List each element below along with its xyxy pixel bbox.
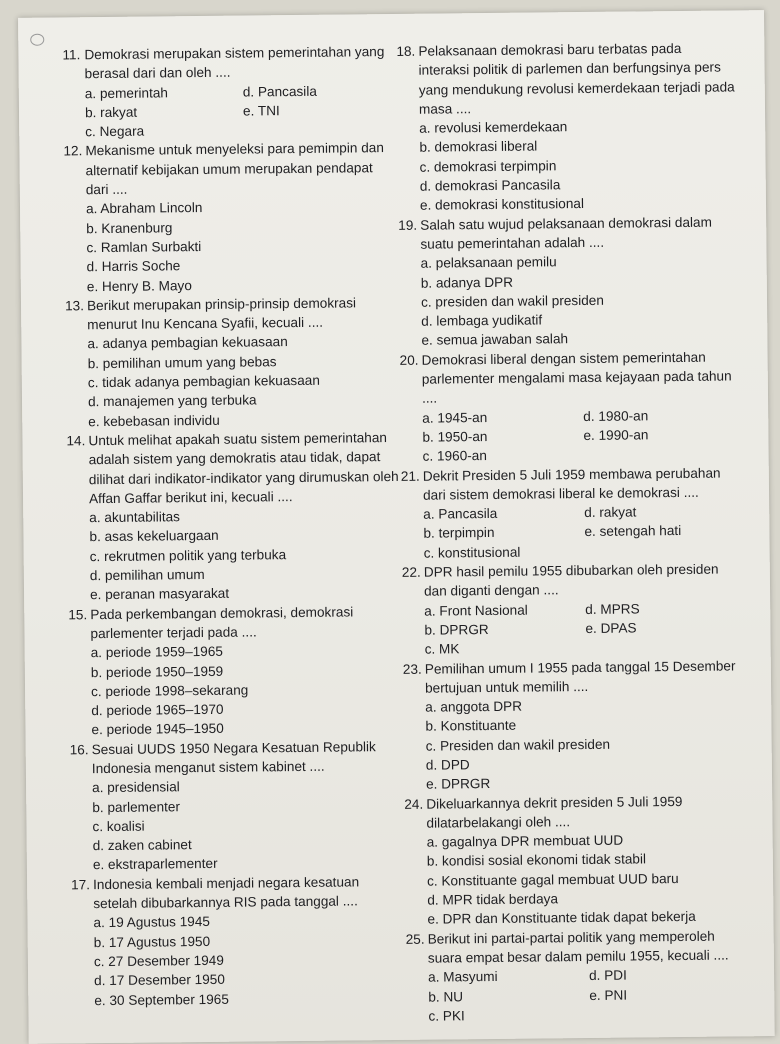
answer-option: c. presiden dan wakil presiden xyxy=(420,292,604,310)
answer-options xyxy=(399,251,738,351)
answer-option: a. gagalnya DPR membuat UUD xyxy=(426,832,624,850)
answer-option: d. periode 1965–1970 xyxy=(91,701,224,719)
question-text: Pemilihan umum I 1955 pada tanggal 15 Desember bertujuan untuk memilih .... xyxy=(424,657,736,696)
question-number: 18. xyxy=(396,43,416,59)
answer-option: a. Front Nasional xyxy=(424,602,528,619)
answer-options xyxy=(397,116,736,216)
answer-options xyxy=(400,405,739,466)
answer-option: c. rekrutmen politik yang terbuka xyxy=(89,546,287,564)
answer-option: a. revolusi kemerdekaan xyxy=(419,119,568,136)
answer-option: a. Pancasila xyxy=(423,506,498,522)
answer-option: d. DPD xyxy=(425,757,470,773)
answer-option: b. 1950-an xyxy=(422,428,488,445)
answer-option: a. anggota DPR xyxy=(425,698,523,715)
answer-option: c. Konstituante gagal membuat UUD baru xyxy=(427,870,679,889)
question-text: Sesuai UUDS 1950 Negara Kesatuan Republik Indonesia menganut sistem kabinet .... xyxy=(91,738,376,777)
answer-option: c. koalisi xyxy=(92,818,145,835)
question-number: 11. xyxy=(62,47,81,63)
answer-option: e. demokrasi konstitusional xyxy=(419,196,585,214)
question-19 xyxy=(398,212,737,351)
answer-option: c. Negara xyxy=(85,123,145,140)
answer-option: d. demokrasi Pancasila xyxy=(419,177,561,194)
answer-option: e. peranan masyarakat xyxy=(89,586,230,603)
answer-option: d. manajemen yang terbuka xyxy=(87,392,257,410)
question-13 xyxy=(65,293,398,432)
question-18 xyxy=(396,38,736,215)
question-text: Indonesia kembali menjadi negara kesatuan setelah dibubarkannya RIS pada tanggal .... xyxy=(93,874,360,912)
answer-option: a. presidensial xyxy=(92,779,180,796)
answer-option: e. 30 September 1965 xyxy=(94,991,229,1008)
question-number: 25. xyxy=(405,931,425,947)
answer-option: e. kebebasan individu xyxy=(88,412,220,429)
question-number: 14. xyxy=(66,433,86,449)
answer-option: e. ekstraparlementer xyxy=(92,856,218,873)
question-number: 23. xyxy=(402,661,422,677)
answer-options xyxy=(65,331,398,431)
answer-options xyxy=(406,965,745,1026)
question-11 xyxy=(62,42,395,142)
answer-option: d. MPR tidak berdaya xyxy=(427,891,559,908)
answer-options xyxy=(405,830,744,930)
question-number: 19. xyxy=(398,217,418,233)
answer-option: d. Pancasila xyxy=(242,83,317,100)
answer-option: c. PKI xyxy=(428,1008,465,1024)
question-text: Berikut merupakan prinsip-prinsip demokrasi menurut Inu Kencana Syafii, kecuali .... xyxy=(86,295,357,333)
question-number: 22. xyxy=(401,564,421,580)
question-text: Demokrasi merupakan sistem pemerintahan yang berasal dari dan oleh .... xyxy=(84,44,385,82)
question-15 xyxy=(68,602,401,741)
answer-option: c. Ramlan Surbakti xyxy=(86,238,202,256)
answer-option: c. Presiden dan wakil presiden xyxy=(425,736,611,754)
answer-option: b. 17 Agustus 1950 xyxy=(93,933,211,950)
answer-option: d. 17 Desember 1950 xyxy=(94,972,225,989)
exam-page xyxy=(18,10,775,1044)
answer-options xyxy=(69,640,402,740)
answer-option: b. parlementer xyxy=(92,798,181,815)
answer-option: e. semua jawaban salah xyxy=(421,331,569,349)
answer-option: b. Konstituante xyxy=(425,718,517,735)
question-25 xyxy=(406,926,745,1026)
answer-options xyxy=(67,505,400,605)
answer-option: c. tidak adanya pembagian kekuasaan xyxy=(87,372,320,391)
answer-option: b. Kranenburg xyxy=(86,219,173,236)
answer-option: e. PNI xyxy=(589,987,628,1003)
answer-option: b. rakyat xyxy=(84,104,138,121)
answer-option: a. 19 Agustus 1945 xyxy=(93,914,210,931)
answer-option: a. 1945-an xyxy=(422,409,488,426)
answer-option: b. terpimpin xyxy=(423,525,495,542)
answer-option: d. MPRS xyxy=(585,601,640,617)
question-12 xyxy=(63,138,397,296)
question-text: Dikeluarkannya dekrit presiden 5 Juli 1959 dilatarbelakangi oleh .... xyxy=(426,793,683,831)
question-text: DPR hasil pemilu 1955 dibubarkan oleh presiden dan diganti dengan .... xyxy=(423,561,719,599)
answer-option: c. periode 1998–sekarang xyxy=(90,682,249,699)
answer-option: b. kondisi sosial ekonomi tidak stabil xyxy=(426,851,647,870)
answer-options xyxy=(402,598,741,659)
answer-options xyxy=(64,196,397,296)
answer-option: e. periode 1945–1950 xyxy=(91,721,224,738)
question-text: Salah satu wujud pelaksanaan demokrasi dalam suatu pemerintahan adalah .... xyxy=(420,214,712,252)
question-number: 17. xyxy=(71,876,91,893)
question-number: 20. xyxy=(399,352,419,368)
answer-option: e. DPAS xyxy=(585,620,637,636)
question-16 xyxy=(70,737,403,876)
answer-option: e. setengah hati xyxy=(584,523,682,540)
question-text: Untuk melihat apakah suatu sistem pemerintahan adalah sistem yang demokratis atau tidak, dapat dilihat dari indikator-indikator yang dirumuskan oleh Affan Gaffar berikut ini, kecuali .... xyxy=(88,430,399,507)
answer-option: b. asas kekeluargaan xyxy=(89,528,219,545)
binder-hole xyxy=(30,34,44,46)
answer-option: b. NU xyxy=(428,988,464,1005)
answer-option: e. DPRGR xyxy=(425,776,491,792)
answer-option: b. periode 1950–1959 xyxy=(90,663,224,680)
answer-options xyxy=(70,775,403,875)
question-number: 15. xyxy=(68,606,88,623)
answer-options xyxy=(71,910,404,1010)
answer-option: c. 1960-an xyxy=(422,448,487,464)
question-text: Pada perkembangan demokrasi, demokrasi parlementer terjadi pada .... xyxy=(90,604,354,642)
question-number: 16. xyxy=(69,741,89,758)
right-column xyxy=(396,38,744,1026)
answer-option: e. Henry B. Mayo xyxy=(86,277,192,294)
answer-option: b. DPRGR xyxy=(424,621,489,638)
question-17 xyxy=(71,872,404,1011)
left-column xyxy=(62,42,404,1010)
question-number: 21. xyxy=(400,468,420,484)
answer-option: a. pelaksanaan pemilu xyxy=(420,254,557,271)
answer-option: b. adanya DPR xyxy=(420,274,514,291)
question-24 xyxy=(404,791,743,930)
question-20 xyxy=(400,347,739,466)
answer-option: c. 27 Desember 1949 xyxy=(93,952,224,970)
answer-option: e. 1990-an xyxy=(583,427,649,443)
answer-option: a. adanya pembagian kekuasaan xyxy=(87,334,288,352)
question-text: Mekanisme untuk menyeleksi para pemimpin dan alternatif kebijakan umum merupakan pendapat dari .... xyxy=(85,140,384,198)
question-number: 12. xyxy=(63,143,83,159)
answer-options xyxy=(401,502,740,563)
answer-option: d. pemilihan umum xyxy=(89,566,205,584)
answer-option: c. demokrasi terpimpin xyxy=(419,158,557,175)
question-23 xyxy=(403,656,742,795)
question-number: 13. xyxy=(64,298,85,314)
answer-option: d. rakyat xyxy=(584,504,637,521)
answer-option: b. pemilihan umum yang bebas xyxy=(87,353,277,371)
question-text: Pelaksanaan demokrasi baru terbatas pada interaksi politik di parlemen dan berfungsinya pers yang mendukung revolusi kemerdekaan terjadi pada masa .... xyxy=(418,40,735,117)
answer-option: d. lembaga yudikatif xyxy=(421,312,543,329)
answer-option: d. PDI xyxy=(589,967,627,984)
answer-option: a. periode 1959–1965 xyxy=(90,643,224,661)
question-text: Demokrasi liberal dengan sistem pemerintahan parlementer mengalami masa kejayaan pada tahun .... xyxy=(421,349,732,407)
answer-option: e. TNI xyxy=(242,103,280,119)
answer-option: a. Masyumi xyxy=(428,969,498,985)
answer-option: d. 1980-an xyxy=(583,407,649,424)
question-14 xyxy=(66,428,400,605)
question-21 xyxy=(401,463,740,563)
answer-options xyxy=(403,694,742,794)
answer-option: d. zaken cabinet xyxy=(92,837,192,854)
answer-option: c. konstitusional xyxy=(423,544,521,561)
answer-option: a. pemerintah xyxy=(84,84,169,101)
answer-options xyxy=(63,81,396,142)
answer-option: b. demokrasi liberal xyxy=(419,138,538,156)
answer-option: c. MK xyxy=(424,641,460,657)
answer-option: e. DPR dan Konstituante tidak dapat bekerja xyxy=(427,909,696,928)
question-text: Dekrit Presiden 5 Juli 1959 membawa perubahan dari sistem demokrasi liberal ke demokrasi .... xyxy=(422,465,721,503)
question-text: Berikut ini partai-partai politik yang memperoleh suara empat besar dalam pemilu 1955, kecuali .... xyxy=(427,928,729,966)
question-number: 24. xyxy=(404,796,424,812)
answer-option: d. Harris Soche xyxy=(86,258,181,275)
answer-option: a. Abraham Lincoln xyxy=(85,200,203,217)
answer-option: a. akuntabilitas xyxy=(89,509,181,526)
question-22 xyxy=(402,559,741,659)
